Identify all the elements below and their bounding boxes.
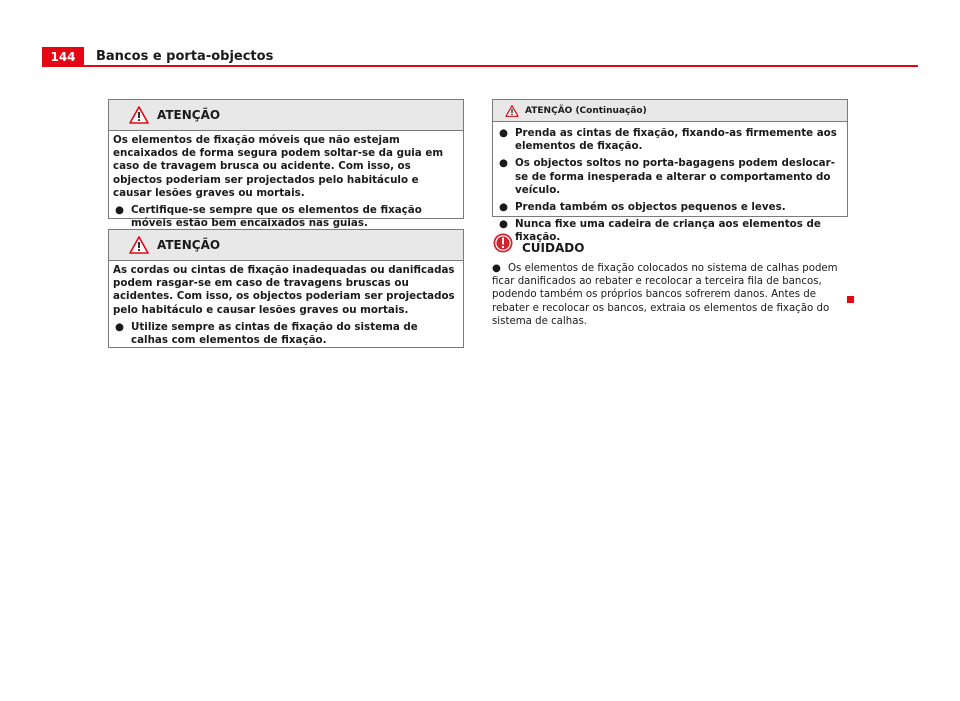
page-title: Bancos e porta-objectos [96, 49, 274, 64]
bullet-dot: ● [499, 218, 508, 231]
caution-title: CUIDADO [522, 241, 585, 255]
warning-paragraph: As cordas ou cintas de fixação inadequadas ou danificadas podem rasgar-se em caso de travagens bruscas ou acidentes. Com isso, os objectos poderiam ser projectados pelo habitáculo e causar lesões graves ou mortais. [113, 264, 455, 316]
page-number: 144 [42, 47, 84, 67]
warning-body [109, 261, 463, 352]
bullet-dot: ● [115, 320, 124, 333]
exclamation-circle-icon [492, 232, 514, 254]
bullet-dot: ● [499, 157, 508, 170]
bullet-dot: ● [115, 204, 124, 217]
warning-title: ATENÇÃO (Continuação) [525, 105, 647, 116]
section-end-marker [847, 296, 854, 303]
warning-box-continuation [492, 99, 848, 244]
warning-bullet [497, 157, 841, 197]
warning-bullet [497, 127, 841, 153]
warning-title: ATENÇÃO [157, 108, 221, 122]
warning-triangle-icon [505, 105, 519, 117]
bullet-dot: ● [499, 201, 508, 214]
bullet-text: Certifique-se sempre que os elementos de fixação móveis estão bem encaixados nas guias. [131, 204, 422, 230]
warning-paragraph: Os elementos de fixação móveis que não estejam encaixados de forma segura podem soltar-se da guia em caso de travagem brusca ou acidente. Com isso, os objectos poderiam ser projectados pelo habitáculo e causar lesões graves ou mortais. [113, 134, 444, 199]
bullet-text: Utilize sempre as cintas de fixação do sistema de calhas com elementos de fixação. [131, 320, 418, 347]
caution-text: Os elementos de fixação colocados no sistema de calhas podem ficar danificados ao rebater e recolocar a terceira fila de bancos, podendo também os próprios bancos sofrerem danos. Antes de rebater e recolocar os bancos, extraia os elementos de fixação do sistema de calhas. [492, 263, 838, 327]
warning-box-header [109, 230, 463, 261]
bullet-text: Os objectos soltos no porta-bagagens podem deslocar-se de forma inesperada e alterar o comportamento do veículo. [515, 157, 835, 196]
bullet-dot: ● [499, 127, 508, 139]
warning-bullet [113, 204, 457, 230]
caution-header [492, 228, 852, 258]
caution-block [492, 228, 852, 328]
warning-triangle-icon [129, 236, 149, 254]
warning-box-2 [108, 229, 464, 348]
warning-box-1 [108, 99, 464, 230]
bullet-text: Prenda também os objectos pequenos e leves. [515, 201, 786, 214]
bullet-text: Nunca fixe uma cadeira de criança aos elementos de fixação. [515, 218, 821, 244]
warning-box-header [109, 100, 463, 131]
warning-bullet [497, 201, 841, 214]
bullet-text: Prenda as cintas de fixação, fixando-as firmemente aos elementos de fixação. [515, 127, 837, 153]
warning-bullet [113, 321, 457, 347]
bullet-dot: ● [492, 263, 501, 274]
header-rule [84, 65, 918, 67]
caution-body [492, 262, 852, 328]
warning-box-header [493, 100, 847, 122]
warning-body [109, 131, 463, 235]
warning-title: ATENÇÃO [157, 238, 221, 252]
warning-triangle-icon [129, 106, 149, 124]
